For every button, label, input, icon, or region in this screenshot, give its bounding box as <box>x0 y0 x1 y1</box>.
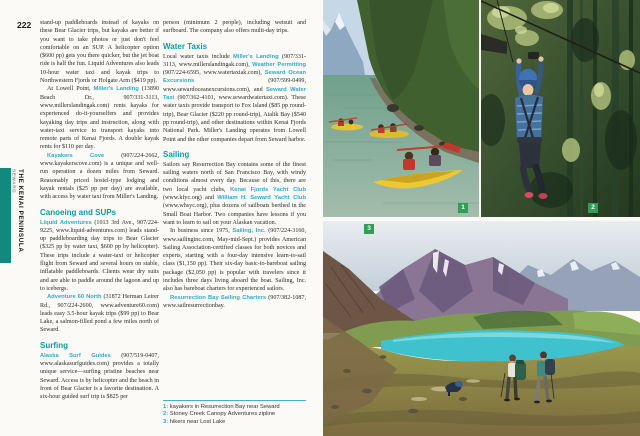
business-name: Miller's Landing <box>233 53 279 60</box>
caption-text: Stoney Creek Canopy Adventures zipline <box>169 411 276 418</box>
photo-badge-3: 3 <box>364 224 374 234</box>
business-name: Seward Water Taxi <box>163 86 306 102</box>
body-text: (907/224-3160, www.sailinginc.com, May-mid-Sept.) provides American Sailing Association-certified classes for both novices and experts, starting with a four-day intensive learn-to-sail class ($1,150 pp). Their six-day basic-to-bareboat sailing package ($2,050 pp) is popular with travelers since it includes three days living aboard the boat. Sailing, Inc. also has bareboat charters for experienced sailors. <box>163 228 306 293</box>
photo-zipline <box>481 0 640 217</box>
body-text: person (minimum 2 people), including wetsuit and surfboard. The company also offers multi-day trips. <box>163 20 306 35</box>
body-text: Sailors say Resurrection Bay contains some of the finest sailing waters north of San Francisco Bay, with windy conditions almost every day. Because of this, there are two local yacht clubs, <box>163 161 306 193</box>
body-text: (907/362-4101, www.sewardwatertaxi.com). These water taxis provide transport to Fox Island ($85 pp round-trip), Bear Glacier ($220 pp round-trip), Aialik Bay ($540 pp round-trip), and other destinations within Kenai Fjords National Park. Miller's Landing operates from Lowell Point and the other companies depart from Seward harbor. <box>163 95 306 143</box>
body-text: stand-up paddleboards instead of kayaks on these Bear Glacier trips, but kayaks are better if you want to take photos or just don't feel comfortable on an SUP. A helicopter option ($600 pp) gets you there quicker, but the jet boat ride is half the fun. Liquid Adventures also leads 10-hour water taxi and kayak trips to Northwestern Fjords or Holgate Arm ($419 pp). <box>40 20 159 85</box>
body-text: (www.kfyc.org) and <box>163 195 218 202</box>
body-text: (31872 Herman Leirer Rd., 907/224-2600, www.adventure60.com) leads easy 3.5-hour kayak trips ($99 pp) to Bear Lake, a salmon-filled pond a few miles north of Seward. <box>40 294 159 334</box>
body-text: (www.whsyc.org), plus dozens of sailboats berthed in the Small Boat Harbor. Two companies have lessons if you want to learn to sail on your Alaskan vacation. <box>163 203 306 226</box>
caption-number: 2: <box>163 411 169 418</box>
body-paragraph <box>40 219 159 294</box>
body-paragraph <box>163 161 306 227</box>
business-name: Seward Ocean Excursions <box>163 70 306 85</box>
page-number: 222 <box>17 20 32 30</box>
sidebar-chapter-title: THE KENAI PENINSULA <box>17 169 24 253</box>
business-name: Alaska Surf Guides <box>40 352 111 359</box>
body-text: (907/599-0499, www.sewardoceanexcursions.com), and <box>163 78 306 93</box>
body-paragraph <box>163 294 306 311</box>
photo-kayakers <box>323 0 479 217</box>
sidebar-section-label: SEWARD <box>10 169 16 194</box>
body-paragraph <box>40 293 159 334</box>
photo-badge-2: 2 <box>588 203 598 213</box>
business-name: Kenai Fjords Yacht Club <box>230 186 306 193</box>
business-name: Sailing, Inc. <box>232 228 266 235</box>
section-heading: Water Taxis <box>163 41 208 51</box>
business-name: Adventure 60 North <box>47 294 102 301</box>
body-paragraph <box>40 19 159 85</box>
body-text: (907/224-2662, www.kayakerscove.com) is a unique and well-run operation a dozen miles from Seward. Reasonably priced hostel-type lodging and kayak rentals ($25 pp per day) are available, with access by water taxi from Miller's Landing. <box>40 152 159 201</box>
business-name: William H. Seward Yacht Club <box>217 195 306 202</box>
body-text: (13890 Beach Dr., 907/331-3113, www.millerslandingak.com) rents kayaks for experienced do-it-yourselfers and provides kayaking day trips and instruction, along with water-taxi service to transport kayaks into remote parts of Kenai Fjords. A double kayak rents for $110 per day. <box>40 86 159 151</box>
section-heading: Surfing <box>40 340 68 350</box>
body-paragraph <box>163 227 306 293</box>
photo-captions <box>163 400 306 426</box>
text-column-1 <box>40 19 159 401</box>
caption-text: kayakers in Resurrection Bay near Seward <box>169 404 280 410</box>
body-text: (907/519-0407, www.alaskasurfguides.com) provides a totally unique service—surfing pristine beaches near Seward. Access is by helicopter and the beach in front of Bear Glacier is a favorite destination. A six-hour guided surf trip is $825 per <box>40 352 159 401</box>
body-paragraph <box>40 152 159 202</box>
caption-item <box>163 404 306 411</box>
sidebar-tab <box>0 168 11 263</box>
body-text: Local water taxis include <box>163 53 233 60</box>
body-text: (907/331-3113, www.millerslandingak.com), <box>163 53 306 68</box>
body-paragraph <box>163 19 306 36</box>
business-name: Liquid Adventures <box>40 219 92 226</box>
photo-badge-1: 1 <box>458 203 468 213</box>
caption-number: 3: <box>163 418 169 425</box>
caption-item <box>163 411 306 418</box>
business-name: Weather Permitting <box>252 61 306 68</box>
business-name: Miller's Landing <box>93 86 139 93</box>
body-text: In business since 1975, <box>170 228 233 235</box>
section-heading: Sailing <box>163 149 190 159</box>
body-text: (907/224-6595, www.watertaxiak.com), <box>163 70 265 77</box>
caption-text: hikers near Lost Lake <box>169 418 226 425</box>
body-text: (1013 3rd Ave., 907/224-9225, www.liquid-adventures.com) leads stand-up paddleboarding day trips to Bear Glacier ($325 pp by water taxi, $600 pp by helicopter). These trips include a water-taxi or helicopter flight from Seward and several hours on stable, inflatable paddleboards. Clients wear dry suits and are able to paddle around the lagoon and up to icebergs. <box>40 219 159 292</box>
body-text: (907/382-1087, www.sailresurrectionbay. <box>163 294 306 309</box>
business-name: Resurrection Bay Sailing Charters <box>170 294 267 301</box>
body-paragraph <box>163 53 306 144</box>
text-column-2 <box>163 19 306 310</box>
body-paragraph <box>40 85 159 151</box>
body-text: At Lowell Point, <box>47 86 94 93</box>
body-paragraph <box>40 352 159 402</box>
business-name: Kayakers Cove <box>47 152 105 159</box>
caption-number: 1: <box>163 404 169 410</box>
caption-item <box>163 419 306 426</box>
section-heading: Canoeing and SUPs <box>40 207 117 217</box>
photo-hikers-landscape <box>323 221 640 436</box>
